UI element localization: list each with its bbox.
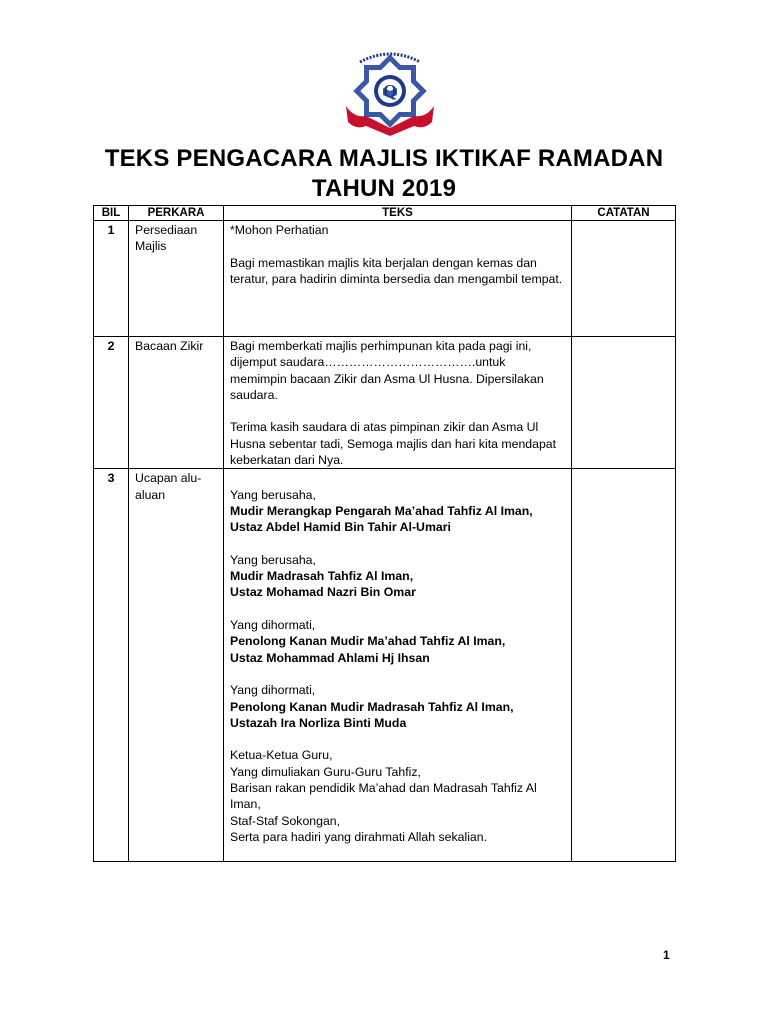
row-catatan [572, 221, 676, 337]
row-perkara: Persediaan Majlis [129, 221, 224, 337]
row-perkara: Bacaan Zikir [129, 337, 224, 469]
table-row [94, 469, 676, 862]
header-perkara: PERKARA [129, 206, 224, 221]
teks-paragraph: Bagi memberkati majlis perhimpunan kita pada pagi ini, dijemput saudara……………………………….untuk memimpin bacaan Zikir dan Asma Ul Husna. Dipersilakan saudara. [230, 339, 544, 402]
greeting-name: Ustaz Mohamad Nazri Bin Omar [230, 585, 416, 600]
row-bil: 2 [94, 337, 129, 469]
greeting-line: Ketua-Ketua Guru, [230, 748, 333, 763]
page-number: 1 [663, 948, 670, 962]
header-catatan: CATATAN [572, 206, 676, 221]
row-teks [224, 469, 572, 862]
table-row [94, 221, 676, 337]
row-bil: 1 [94, 221, 129, 337]
greeting-title: Penolong Kanan Mudir Ma’ahad Tahfiz Al Iman, [230, 634, 506, 649]
greeting-line: Barisan rakan pendidik Ma’ahad dan Madrasah Tahfiz Al Iman, [230, 781, 537, 812]
greeting-title: Penolong Kanan Mudir Madrasah Tahfiz Al Iman, [230, 699, 514, 714]
row-catatan [572, 337, 676, 469]
greeting-name: Ustazah Ira Norliza Binti Muda [230, 715, 407, 730]
greeting-name: Ustaz Mohammad Ahlami Hj Ihsan [230, 650, 430, 665]
program-table [93, 205, 676, 862]
greeting-line: Yang dimuliakan Guru-Guru Tahfiz, [230, 764, 421, 779]
teks-paragraph: Bagi memastikan majlis kita berjalan dengan kemas dan teratur, para hadirin diminta bersedia dan mengambil tempat. [230, 255, 563, 286]
logo-letter: Q [382, 81, 398, 101]
greeting-line: Staf-Staf Sokongan, [230, 813, 341, 828]
greeting-intro: Yang berusaha, [230, 552, 316, 567]
greeting-name: Ustaz Abdel Hamid Bin Tahir Al-Umari [230, 520, 451, 535]
document-title-line2: TAHUN 2019 [311, 175, 457, 202]
document-title-line1: TEKS PENGACARA MAJLIS IKTIKAF RAMADAN [104, 145, 664, 172]
header-teks: TEKS [224, 206, 572, 221]
row-bil: 3 [94, 469, 129, 862]
greeting-intro: Yang dihormati, [230, 683, 316, 698]
school-logo [340, 44, 440, 144]
greeting-title: Mudir Madrasah Tahfiz Al Iman, [230, 569, 414, 584]
row-catatan [572, 469, 676, 862]
greeting-line: Serta para hadiri yang dirahmati Allah sekalian. [230, 829, 488, 844]
table-header-row [94, 206, 676, 221]
greeting-title: Mudir Merangkap Pengarah Ma’ahad Tahfiz Al Iman, [230, 503, 533, 518]
table-row [94, 337, 676, 469]
greeting-intro: Yang berusaha, [230, 487, 316, 502]
teks-paragraph: Terima kasih saudara di atas pimpinan zikir dan Asma Ul Husna sebentar tadi, Semoga majlis dan hari kita mendapat keberkatan dari Nya. [230, 420, 557, 468]
row-teks [224, 337, 572, 469]
greeting-intro: Yang dihormati, [230, 618, 316, 633]
header-bil: BIL [94, 206, 129, 221]
row-perkara: Ucapan alu-aluan [129, 469, 224, 862]
teks-paragraph: *Mohon Perhatian [230, 223, 329, 237]
row-teks [224, 221, 572, 337]
